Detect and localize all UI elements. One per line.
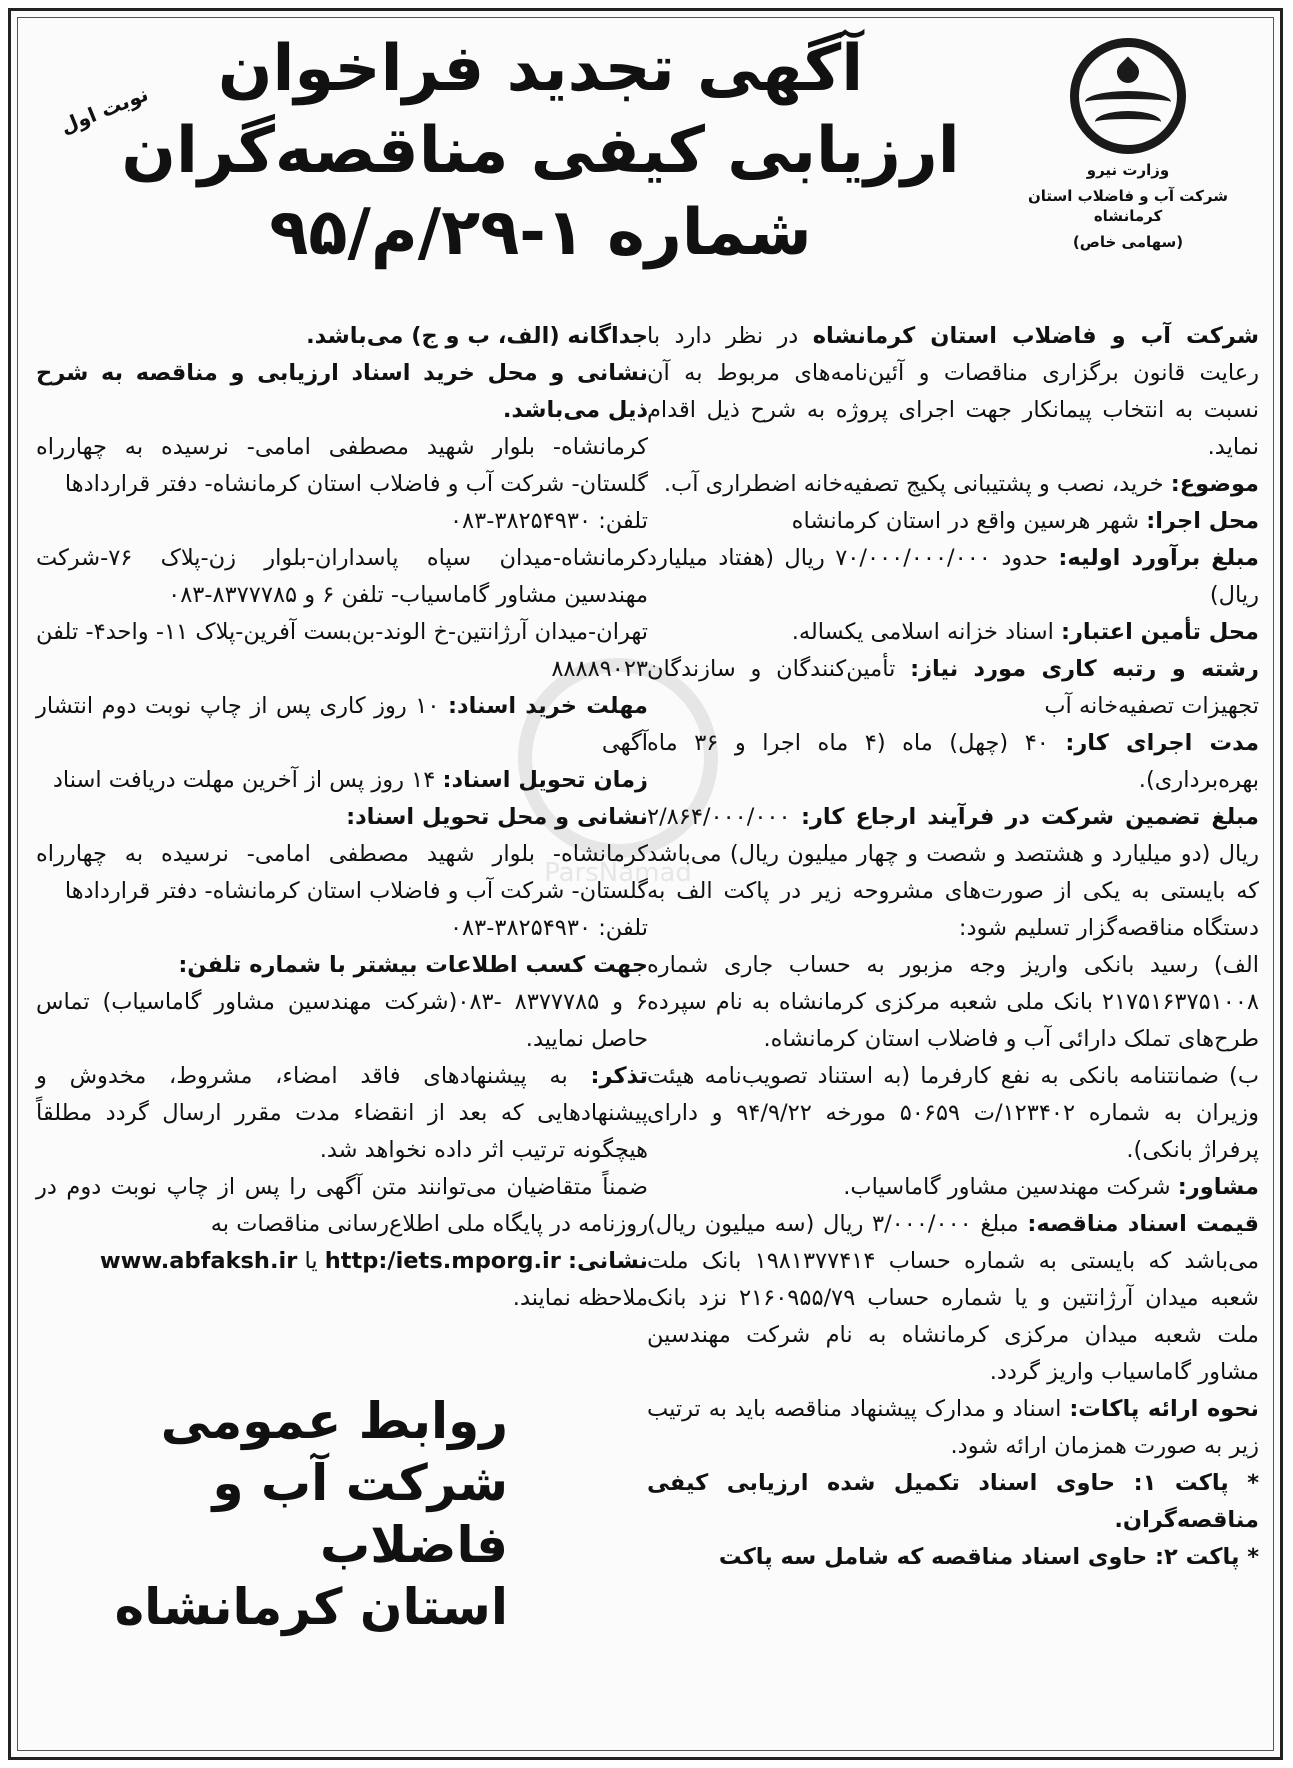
footer-line-2: شرکت آب و فاضلاب [212, 1454, 508, 1574]
delivery-address-heading: نشانی و محل تحویل اسناد: [346, 804, 648, 830]
title-line-1: آگهی تجدید فراخوان [217, 32, 864, 106]
footer-line-1: روابط عمومی [160, 1392, 508, 1450]
subject-field: موضوع: خرید، نصب و پشتیبانی پکیج تصفیه‌خانه اضطراری آب. [663, 471, 1259, 497]
packets-continuation: جداگانه (الف، ب و ج) می‌باشد. [306, 323, 648, 349]
parsnamad-watermark: ParsNamad [478, 658, 758, 898]
website-link-1[interactable]: http:/iets.mporg.ir [324, 1248, 561, 1274]
purchase-deadline-field: مهلت خرید اسناد: ۱۰ روز کاری پس از چاپ نوبت دوم انتشار آگهی [36, 693, 648, 756]
also-paragraph: ضمناً متقاضیان می‌توانند متن آگهی را پس از چاپ نوبت دوم در روزنامه در پایگاه ملی اطلاع‌رسانی مناقصات به [36, 1174, 648, 1237]
title-line-2: ارزیابی کیفی مناقصه‌گران [121, 114, 960, 188]
delivery-time-field: زمان تحویل اسناد: ۱۴ روز پس از آخرین مهلت دریافت اسناد [52, 767, 648, 793]
phone-1: تلفن: ۳۸۲۵۴۹۳۰-۰۸۳ [449, 508, 648, 534]
company-logo [1023, 38, 1233, 252]
consultant-field: مشاور: شرکت مهندسین مشاور گاماسیاب. [843, 1174, 1259, 1200]
guarantee-option-a: الف) رسید بانکی واریز وجه مزبور به حساب جاری شماره ۲۱۷۵۱۶۳۷۵۱۰۰۸ بانک ملی شعبه مرکزی کرمانشاه به نام سپرده طرح‌های تملک دارائی آب و فاضلاب استان کرمانشاه. [647, 952, 1259, 1052]
logo-org: وزارت نیرو [1086, 161, 1170, 179]
ad-title [108, 28, 973, 274]
address-3: تهران-میدان آرژانتین-خ الوند-بن‌بست آفرین-پلاک ۱۱- واحد۴- تلفن ۸۸۸۸۹۰۲۳ [36, 619, 648, 682]
note-field: تذکر: به پیشنهادهای فاقد امضاء، مشروط، مخدوش و پیشنهادهایی که بعد از انقضاء مدت مقرر ارسال گردد مطلقاً هیچگونه ترتیب اثر داده نخواهد شد. [36, 1063, 648, 1163]
phone-2: تلفن: ۳۸۲۵۴۹۳۰-۰۸۳ [449, 915, 648, 941]
info-heading: جهت کسب اطلاعات بیشتر با شماره تلفن: [178, 952, 648, 978]
purchase-address-heading: نشانی و محل خرید اسناد ارزیابی و مناقصه به شرح ذیل می‌باشد. [36, 360, 648, 423]
address-2: کرمانشاه-میدان سپاه پاسداران-بلوار زن-پلاک ۷۶-شرکت مهندسین مشاور گاماسیاب- تلفن ۶ و ۸۳۷۷۷۸۵-۰۸۳ [36, 545, 648, 608]
grade-field: رشته و رتبه کاری مورد نیاز: تأمین‌کنندگان و سازندگان تجهیزات تصفیه‌خانه آب [647, 656, 1260, 719]
footer-line-3: استان کرمانشاه [114, 1578, 508, 1636]
packet-2: * پاکت ۲: حاوی اسناد مناقصه که شامل سه پاکت [718, 1544, 1259, 1570]
ad-frame [8, 8, 1283, 1760]
price-field: قیمت اسناد مناقصه: مبلغ ۳/۰۰۰/۰۰۰ ریال (سه میلیون ریال) می‌باشد که بایستی به شماره حساب ۱۹۸۱۳۷۷۴۱۴ بانک ملت شعبه میدان آرژانتین و یا شماره حساب ۲۱۶۰۹۵۵/۷۹ نزد بانک ملت شعبه میدان مرکزی کرمانشاه به نام شرکت مهندسین مشاور گاماسیاب واریز گردد. [647, 1211, 1260, 1385]
address-1: کرمانشاه- بلوار شهید مصطفی امامی- نرسیده به چهارراه گلستان- شرکت آب و فاضلاب استان کرمانشاه- دفتر قراردادها [36, 434, 648, 497]
packets-field: نحوه ارائه پاکات: اسناد و مدارک پیشنهاد مناقصه باید به ترتیب زیر به صورت همزمان ارائه شود. [647, 1396, 1259, 1459]
packet-1: * پاکت ۱: حاوی اسناد تکمیل شده ارزیابی کیفی مناقصه‌گران. [647, 1470, 1259, 1533]
funding-field: محل تأمین اعتبار: اسناد خزانه اسلامی یکساله. [791, 619, 1259, 645]
website-line: نشانی: http:/iets.mporg.ir یا www.abfaksh.ir [99, 1248, 648, 1274]
signature-block [38, 1390, 508, 1638]
duration-field: مدت اجرای کار: ۴۰ (چهل) ماه (۴ ماه اجرا و ۳۶ ماه بهره‌برداری). [647, 730, 1259, 793]
intro-paragraph: شرکت آب و فاضلاب استان کرمانشاه در نظر دارد با رعایت قانون برگزاری مناقصات و آئین‌نامه‌های مربوط به آن نسبت به انتخاب پیمانکار جهت اجرای پروژه به شرح ذیل اقدام نماید. [647, 323, 1259, 460]
title-line-3: شماره ۱-۲۹/م/۹۵ [269, 196, 812, 270]
edition-label: نوبت اول [56, 81, 152, 139]
right-column [647, 318, 1259, 1576]
logo-type: (سهامی خاص) [1072, 233, 1184, 251]
ad-inner-border [17, 17, 1274, 1751]
location-field: محل اجرا: شهر هرسین واقع در استان کرمانشاه [791, 508, 1259, 534]
guarantee-option-b: ب) ضمانتنامه بانکی به نفع کارفرما (به استناد تصویب‌نامه هیئت وزیران به شماره ۱۲۳۴۰۲/ت ۵۰۶۵۹ مورخه ۹۴/۹/۲۲ و دارای پرفراژ بانکی). [647, 1063, 1259, 1163]
guarantee-field: مبلغ تضمین شرکت در فرآیند ارجاع کار: ۲/۸۶۴/۰۰۰/۰۰۰ ریال (دو میلیارد و هشتصد و شصت و چهار میلیون ریال) می‌باشد که بایستی به یکی از صورت‌های مشروحه زیر در پاکت الف به دستگاه مناقصه‌گزار تسلیم شود: [647, 804, 1259, 941]
info-phone: ۶ و ۸۳۷۷۷۸۵ -۰۸۳(شرکت مهندسین مشاور گاماسیاب) تماس حاصل نمایید. [36, 989, 648, 1052]
address-4: کرمانشاه- بلوار شهید مصطفی امامی- نرسیده به چهارراه گلستان- شرکت آب و فاضلاب استان کرمانشاه- دفتر قراردادها [36, 841, 648, 904]
water-logo-icon [1070, 38, 1186, 154]
ad-header [18, 18, 1273, 318]
left-column [36, 318, 648, 1317]
estimate-field: مبلغ برآورد اولیه: حدود ۷۰/۰۰۰/۰۰۰/۰۰۰ ریال (هفتاد میلیارد ریال) [647, 545, 1259, 608]
view-text: ملاحظه نمایند. [512, 1285, 648, 1311]
website-link-2[interactable]: www.abfaksh.ir [99, 1248, 298, 1274]
logo-company: شرکت آب و فاضلاب استان کرمانشاه [1028, 187, 1228, 225]
